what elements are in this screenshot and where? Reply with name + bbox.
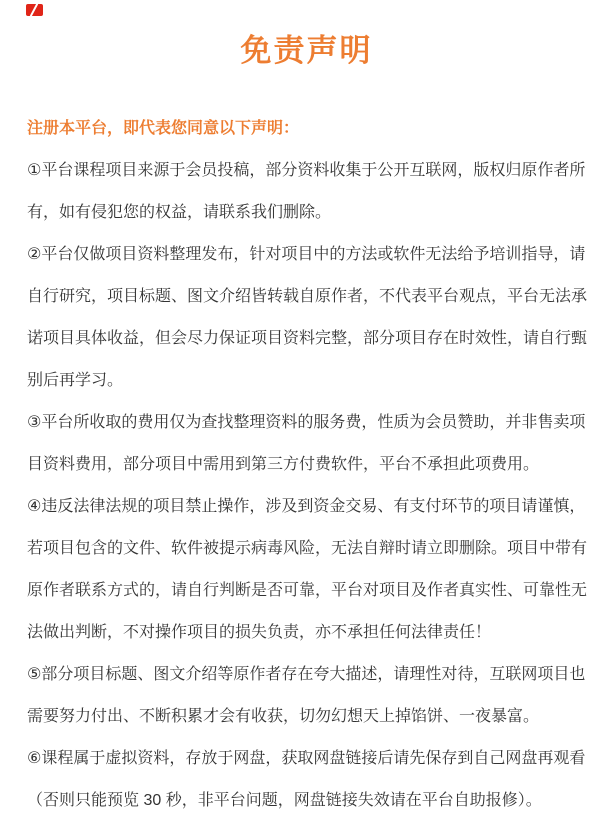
intro-statement: 注册本平台，即代表您同意以下声明： — [27, 120, 300, 137]
disclaimer-line: 需要努力付出、不断积累才会有收获，切勿幻想天上掉馅饼、一夜暴富。 — [27, 708, 540, 725]
page-title: 免责声明 — [240, 33, 373, 68]
disclaimer-line: ⑥课程属于虚拟资料，存放于网盘，获取网盘链接后请先保存到自己网盘再观看 — [27, 750, 586, 767]
disclaimer-body — [27, 108, 587, 822]
disclaimer-line: 别后再学习。 — [27, 372, 124, 389]
disclaimer-line: 自行研究，项目标题、图文介绍皆转载自原作者，不代表平台观点，平台无法承 — [27, 288, 588, 305]
disclaimer-line: （否则只能预览 30 秒，非平台问题，网盘链接失效请在平台自助报修）。 — [27, 792, 542, 809]
disclaimer-line: ②平台仅做项目资料整理发布，针对项目中的方法或软件无法给予培训指导，请 — [27, 246, 586, 263]
disclaimer-line: 诺项目具体收益，但会尽力保证项目资料完整，部分项目存在时效性，请自行甄 — [27, 330, 588, 347]
disclaimer-line: ④违反法律法规的项目禁止操作，涉及到资金交易、有支付环节的项目请谨慎， — [27, 498, 586, 515]
disclaimer-line: ①平台课程项目来源于会员投稿，部分资料收集于公开互联网，版权归原作者所 — [27, 162, 586, 179]
disclaimer-line: ③平台所收取的费用仅为查找整理资料的服务费，性质为会员赞助，并非售卖项 — [27, 414, 586, 431]
disclaimer-line: 目资料费用，部分项目中需用到第三方付费软件，平台不承担此项费用。 — [27, 456, 540, 473]
disclaimer-line: 原作者联系方式的，请自行判断是否可靠，平台对项目及作者真实性、可靠性无 — [27, 582, 588, 599]
disclaimer-line: 法做出判断，不对操作项目的损失负责，亦不承担任何法律责任！ — [27, 624, 492, 641]
disclaimer-line: 有，如有侵犯您的权益，请联系我们删除。 — [27, 204, 332, 221]
broken-image-icon — [26, 4, 43, 16]
disclaimer-line: ⑤部分项目标题、图文介绍等原作者存在夸大描述，请理性对待，互联网项目也 — [27, 666, 586, 683]
broken-image-icon-slash — [30, 3, 38, 16]
disclaimer-line: 若项目包含的文件、软件被提示病毒风险，无法自辩时请立即删除。项目中带有 — [27, 540, 588, 557]
